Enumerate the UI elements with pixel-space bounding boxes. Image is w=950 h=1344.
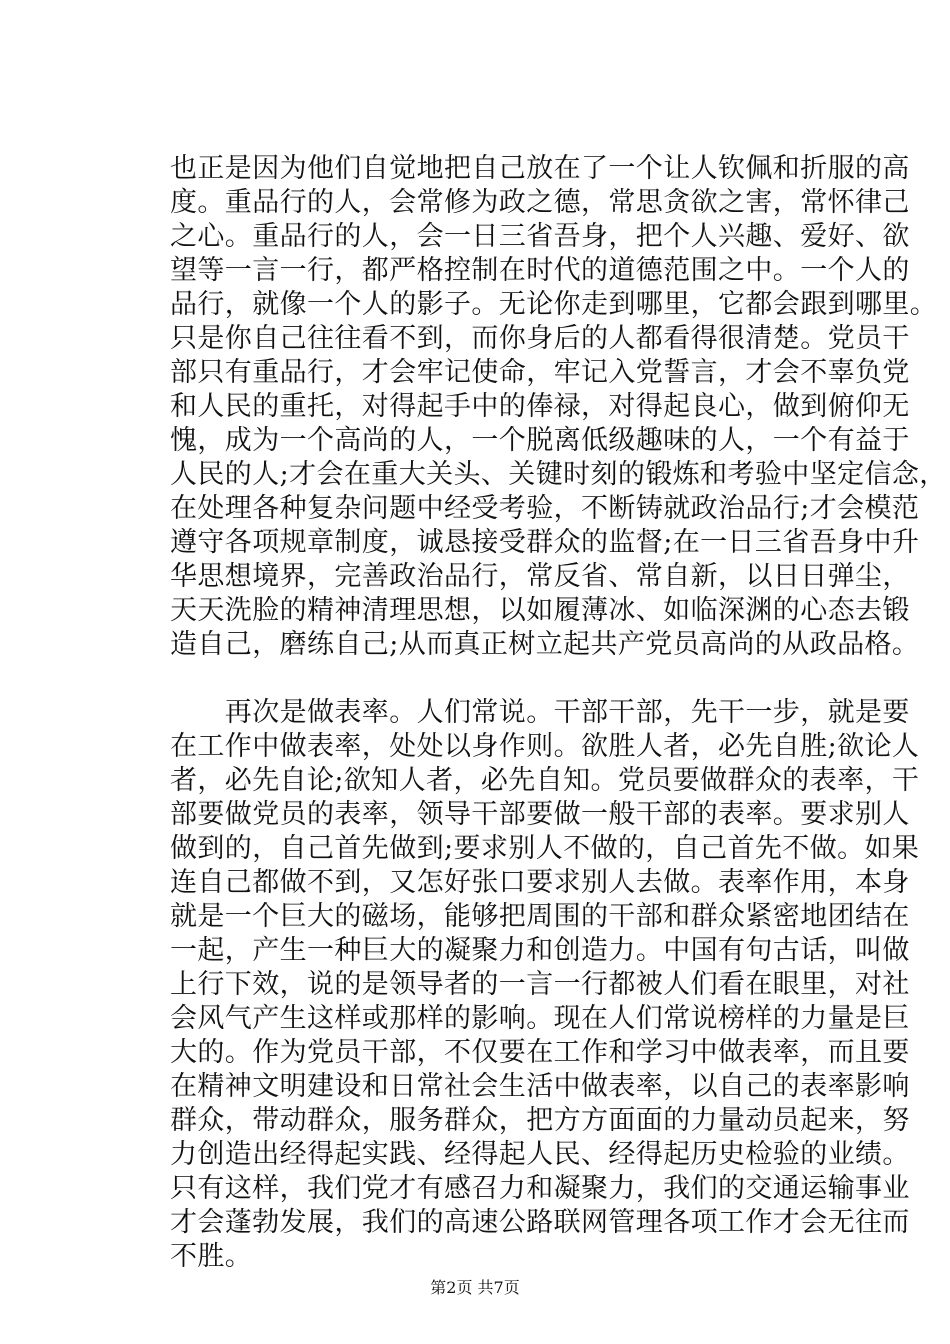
text-line: 才会蓬勃发展，我们的高速公路联网管理各项工作才会无往而	[170, 1207, 910, 1238]
text-line: 大的。作为党员干部，不仅要在工作和学习中做表率，而且要	[170, 1037, 910, 1068]
text-line: 就是一个巨大的磁场，能够把周围的干部和群众紧密地团结在	[170, 901, 910, 932]
text-line: 在工作中做表率，处处以身作则。欲胜人者，必先自胜;欲论人	[170, 731, 920, 762]
text-line: 做到的，自己首先做到;要求别人不做的，自己首先不做。如果	[170, 833, 920, 864]
paragraph-gap	[170, 662, 850, 696]
text-line: 度。重品行的人，会常修为政之德，常思贪欲之害，常怀律己	[170, 187, 910, 218]
text-line: 会风气产生这样或那样的影响。现在人们常说榜样的力量是巨	[170, 1003, 910, 1034]
text-line: 部只有重品行，才会牢记使命，牢记入党誓言，才会不辜负党	[170, 357, 910, 388]
text-line: 造自己，磨练自己;从而真正树立起共产党员高尚的从政品格。	[170, 629, 920, 660]
text-line: 再次是做表率。人们常说。干部干部，先干一步，就是要	[170, 697, 910, 728]
text-line: 只是你自己往往看不到，而你身后的人都看得很清楚。党员干	[170, 323, 910, 354]
text-line: 愧，成为一个高尚的人，一个脱离低级趣味的人，一个有益于	[170, 425, 910, 456]
text-line: 在处理各种复杂问题中经受考验，不断铸就政治品行;才会模范	[170, 493, 920, 524]
page-number-footer: 第2页 共7页	[430, 1278, 520, 1297]
text-line: 群众，带动群众，服务群众，把方方面面的力量动员起来，努	[170, 1105, 910, 1136]
text-line: 和人民的重托，对得起手中的俸禄，对得起良心，做到俯仰无	[170, 391, 910, 422]
text-line: 在精神文明建设和日常社会生活中做表率，以自己的表率影响	[170, 1071, 910, 1102]
text-line: 华思想境界，完善政治品行，常反省、常自新，以日日弹尘，	[170, 561, 910, 592]
text-line: 人民的人;才会在重大关头、关键时刻的锻炼和考验中坚定信念，	[170, 459, 947, 490]
text-line: 只有这样，我们党才有感召力和凝聚力，我们的交通运输事业	[170, 1173, 910, 1204]
text-line: 遵守各项规章制度，诚恳接受群众的监督;在一日三省吾身中升	[170, 527, 920, 558]
text-line: 品行，就像一个人的影子。无论你走到哪里，它都会跟到哪里。	[170, 289, 938, 320]
body-text	[170, 152, 947, 1274]
text-line: 一起，产生一种巨大的凝聚力和创造力。中国有句古话，叫做	[170, 935, 910, 966]
text-line: 天天洗脸的精神清理思想，以如履薄冰、如临深渊的心态去锻	[170, 595, 910, 626]
text-line: 者，必先自论;欲知人者，必先自知。党员要做群众的表率，干	[170, 765, 920, 796]
text-line: 不胜。	[170, 1241, 253, 1272]
text-line: 望等一言一行，都严格控制在时代的道德范围之中。一个人的	[170, 255, 910, 286]
text-line: 也正是因为他们自觉地把自己放在了一个让人钦佩和折服的高	[170, 153, 910, 184]
paragraph-1	[170, 152, 947, 662]
paragraph-2	[170, 696, 920, 1274]
text-line: 上行下效，说的是领导者的一言一行都被人们看在眼里，对社	[170, 969, 910, 1000]
text-line: 力创造出经得起实践、经得起人民、经得起历史检验的业绩。	[170, 1139, 910, 1170]
text-line: 之心。重品行的人，会一日三省吾身，把个人兴趣、爱好、欲	[170, 221, 910, 252]
text-line: 连自己都做不到，又怎好张口要求别人去做。表率作用，本身	[170, 867, 910, 898]
text-line: 部要做党员的表率，领导干部要做一般干部的表率。要求别人	[170, 799, 910, 830]
